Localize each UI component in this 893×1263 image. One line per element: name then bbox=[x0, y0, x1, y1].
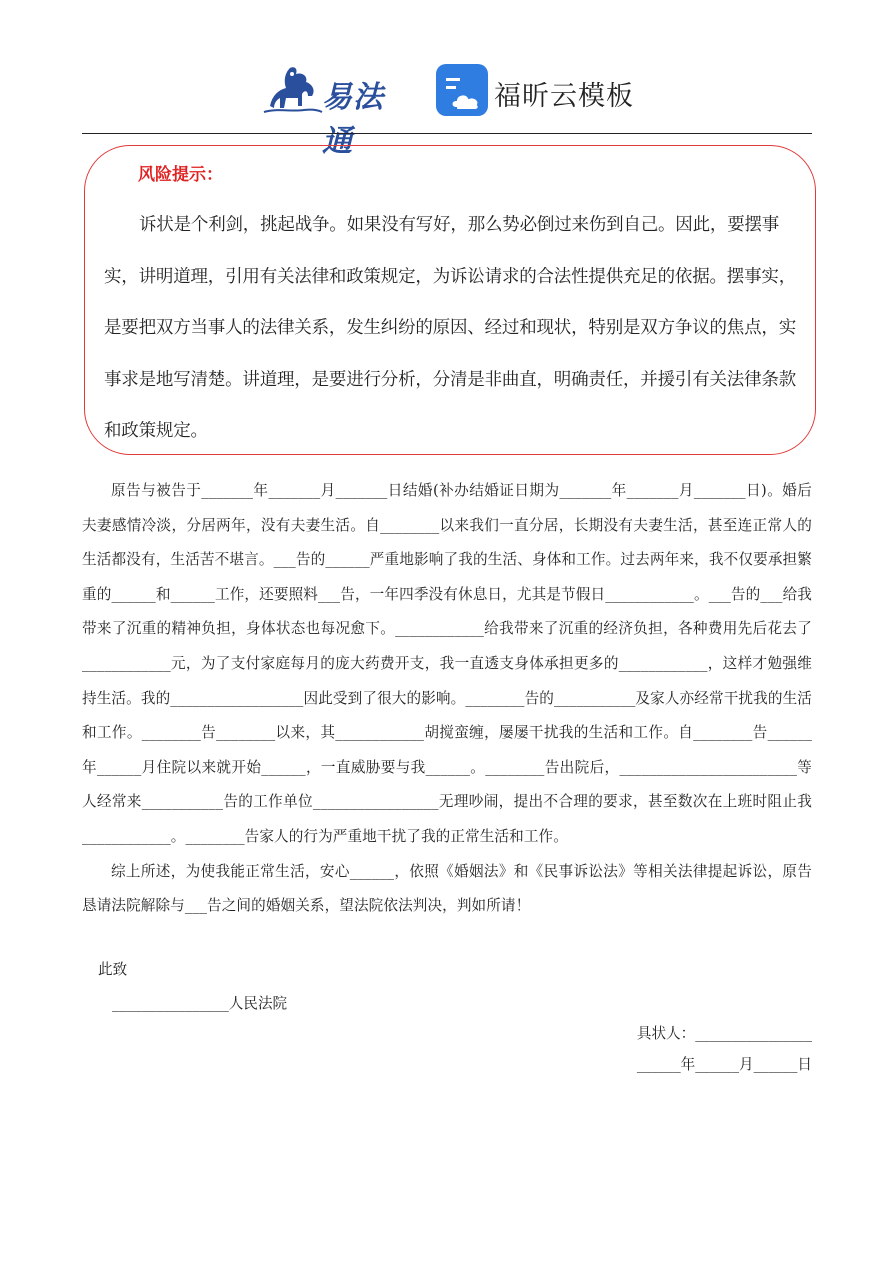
cloud-template-icon bbox=[436, 64, 488, 116]
risk-tip-title: 风险提示： bbox=[138, 165, 223, 185]
complaint-paragraph-request: 综上所述，为使我能正常生活，安心______，依照《婚姻法》和《民事诉讼法》等相关法律提起诉讼，原告恳请法院解除与___告之间的婚姻关系，望法院依法判决，判如所请！ bbox=[82, 862, 812, 915]
horse-icon bbox=[262, 60, 324, 116]
fuxin-logo bbox=[436, 64, 636, 120]
risk-tip-body: 诉状是个利剑，挑起战争。如果没有写好，那么势必倒过来伤到自己。因此，要摆事实，讲明道理，引用有关法律和政策规定，为诉讼请求的合法性提供充足的依据。摆事实，是要把双方当事人的法律关系，发生纠纷的原因、经过和现状，特别是双方争议的焦点，实事求是地写清楚。讲道理，是要进行分析，分清是非曲直，明确责任，并援引有关法律条款和政策规定。 bbox=[104, 215, 796, 441]
yifatong-logo-text: 易法通 bbox=[322, 80, 384, 159]
fuxin-logo-text: 福昕云模板 bbox=[494, 81, 634, 112]
header-divider bbox=[82, 133, 812, 134]
yifatong-logo bbox=[262, 60, 412, 159]
date-line: ______年______月______日 bbox=[636, 1056, 812, 1073]
court-name-line: ________________人民法院 bbox=[112, 995, 288, 1012]
complaint-paragraph-facts: 原告与被告于_______年_______月_______日结婚(补办结婚证日期为_______年_______月_______日)。婚后夫妻感情冷淡，分居两年，没有夫妻生活。自________以来我们一直分居，长期没有夫妻生活，甚至连正常人的生活都没有，生活苦不堪言。___告的______严重地影响了我的生活、身体和工作。过去两年来，我不仅要承担繁重的______和______工作，还要照料___告，一年四季没有休息日，尤其是节假日____________。___告的___给我带来了沉重的精神负担，身体状态也每况愈下。____________给我带来了沉重的经济负担，各种费用先后花去了____________元，为了支付家庭每月的庞大药费开支，我一直透支身体承担更多的____________，这样才勉强维持生活。我的__________________因此受到了很大的影响。________告的___________及家人亦经常干扰我的生活和工作。________告________以来，其____________胡搅蛮缠，屡屡干扰我的生活和工作。自________告______年______月住院以来就开始______，一直威胁要与我______。________告出院后，________________________等人经常来___________告的工作单位_________________无理吵闹，提出不合理的要求，甚至数次在上班时阻止我____________。________告家人的行为严重地干扰了我的正常生活和工作。 bbox=[82, 482, 812, 845]
signer-line: 具状人：________________ bbox=[636, 1025, 812, 1042]
header bbox=[0, 58, 893, 159]
closing-salutation: 此致 bbox=[98, 961, 128, 978]
complaint-body bbox=[82, 474, 812, 924]
